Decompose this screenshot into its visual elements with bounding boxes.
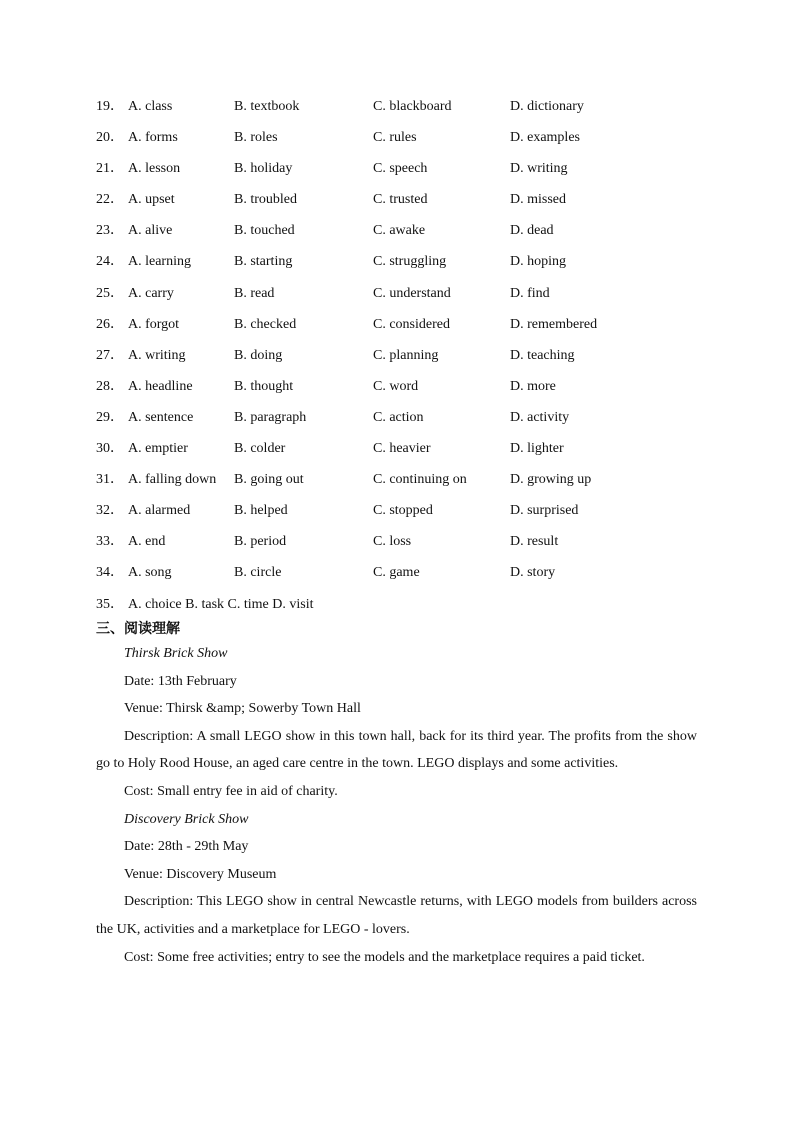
option-d: D. activity (510, 409, 570, 425)
option-a: A. carry (128, 285, 174, 301)
question-number: 29． (96, 409, 124, 425)
option-b: B. doing (234, 347, 283, 363)
reading-passage (96, 640, 697, 971)
question-row (96, 531, 716, 562)
option-b: B. checked (234, 316, 297, 332)
option-d: D. more (510, 378, 556, 394)
option-d: D. find (510, 285, 550, 301)
option-b: B. thought (234, 378, 294, 394)
option-b: B. circle (234, 565, 282, 581)
option-a: A. forms (128, 130, 178, 146)
option-c: C. struggling (373, 254, 447, 270)
option-c: C. considered (373, 316, 450, 332)
show-date: Date: 13th February (124, 673, 237, 689)
option-a: A. headline (128, 378, 193, 394)
question-row (96, 469, 716, 500)
question-options: A. choice B. task C. time D. visit (128, 597, 314, 612)
question-row (96, 345, 716, 376)
option-c: C. planning (373, 347, 439, 363)
show-date: Date: 28th - 29th May (124, 839, 249, 855)
option-d: D. lighter (510, 441, 564, 457)
question-number: 28． (96, 378, 124, 394)
question-number: 20． (96, 130, 124, 146)
show-description: Description: A small LEGO show in this town hall, back for its third year. The profits from the show go to Holy Rood House, an aged care centre in the town. LEGO displays and some activities. (96, 728, 697, 772)
show-cost: Cost: Some free activities; entry to see the models and the marketplace requires a paid ticket. (124, 949, 645, 965)
option-b: B. paragraph (234, 409, 307, 425)
option-a: A. lesson (128, 161, 181, 177)
option-d: D. growing up (510, 472, 592, 488)
option-a: A. emptier (128, 441, 188, 457)
question-list (96, 96, 716, 594)
option-a: A. writing (128, 347, 186, 363)
option-d: D. story (510, 565, 556, 581)
option-b: B. read (234, 285, 275, 301)
option-a: A. learning (128, 254, 191, 270)
option-a: A. song (128, 565, 172, 581)
option-c: C. action (373, 409, 424, 425)
option-d: D. hoping (510, 254, 566, 270)
show-title: Thirsk Brick Show (124, 646, 228, 661)
option-c: C. game (373, 565, 420, 581)
question-number: 24． (96, 254, 124, 270)
option-a: A. alarmed (128, 503, 191, 519)
show-venue: Venue: Discovery Museum (124, 866, 277, 882)
question-number: 30． (96, 441, 124, 457)
option-b: B. touched (234, 223, 295, 239)
section-title: 三、阅读理解 (96, 621, 180, 637)
option-a: A. falling down (128, 472, 217, 488)
option-b: B. starting (234, 254, 293, 270)
option-c: C. word (373, 378, 419, 394)
question-row (96, 438, 716, 469)
question-number: 21． (96, 161, 124, 177)
option-c: C. continuing on (373, 472, 467, 488)
option-c: C. blackboard (373, 99, 452, 114)
option-c: C. loss (373, 534, 412, 550)
question-number: 34． (96, 565, 124, 581)
option-d: D. result (510, 534, 559, 550)
question-row (96, 283, 716, 314)
option-b: B. textbook (234, 99, 300, 114)
option-b: B. colder (234, 441, 286, 457)
option-d: D. teaching (510, 347, 575, 363)
question-row (96, 251, 716, 282)
question-number: 33． (96, 534, 124, 550)
option-b: B. roles (234, 130, 278, 146)
option-a: A. upset (128, 192, 175, 208)
question-row (96, 189, 716, 220)
question-row (96, 562, 716, 593)
option-c: C. awake (373, 223, 426, 239)
question-row (96, 96, 716, 127)
question-number: 35． (96, 597, 124, 612)
question-row (96, 158, 716, 189)
question-number: 25． (96, 285, 124, 301)
option-d: D. remembered (510, 316, 598, 332)
option-c: C. understand (373, 285, 451, 301)
question-row (96, 407, 716, 438)
option-c: C. speech (373, 161, 428, 177)
option-d: D. examples (510, 130, 580, 146)
option-d: D. dictionary (510, 99, 584, 114)
option-c: C. stopped (373, 503, 433, 519)
option-a: A. forgot (128, 316, 180, 332)
option-a: A. sentence (128, 409, 194, 425)
option-d: D. dead (510, 223, 554, 239)
show-description: Description: This LEGO show in central Newcastle returns, with LEGO models from builders across the UK, activities and a marketplace for LEGO - lovers. (96, 894, 697, 937)
show-cost: Cost: Small entry fee in aid of charity. (124, 783, 338, 799)
option-b: B. troubled (234, 192, 297, 208)
option-a: A. class (128, 99, 173, 114)
option-b: B. period (234, 534, 287, 550)
question-row (96, 500, 716, 531)
question-row (96, 376, 716, 407)
show-venue: Venue: Thirsk &amp; Sowerby Town Hall (124, 701, 361, 717)
option-b: B. going out (234, 472, 304, 488)
option-a: A. end (128, 534, 166, 550)
question-number: 19． (96, 99, 124, 114)
question-number: 26． (96, 316, 124, 332)
question-number: 31． (96, 472, 124, 488)
option-c: C. rules (373, 130, 417, 146)
option-c: C. trusted (373, 192, 428, 208)
option-d: D. writing (510, 161, 568, 177)
option-c: C. heavier (373, 441, 431, 457)
question-row (96, 220, 716, 251)
option-d: D. missed (510, 192, 566, 208)
question-number: 23． (96, 223, 124, 239)
option-d: D. surprised (510, 503, 579, 519)
option-b: B. helped (234, 503, 288, 519)
question-number: 32． (96, 503, 124, 519)
option-a: A. alive (128, 223, 173, 239)
question-number: 27． (96, 347, 124, 363)
question-row (96, 127, 716, 158)
option-b: B. holiday (234, 161, 293, 177)
show-title: Discovery Brick Show (124, 811, 249, 827)
question-number: 22． (96, 192, 124, 208)
question-row (96, 314, 716, 345)
